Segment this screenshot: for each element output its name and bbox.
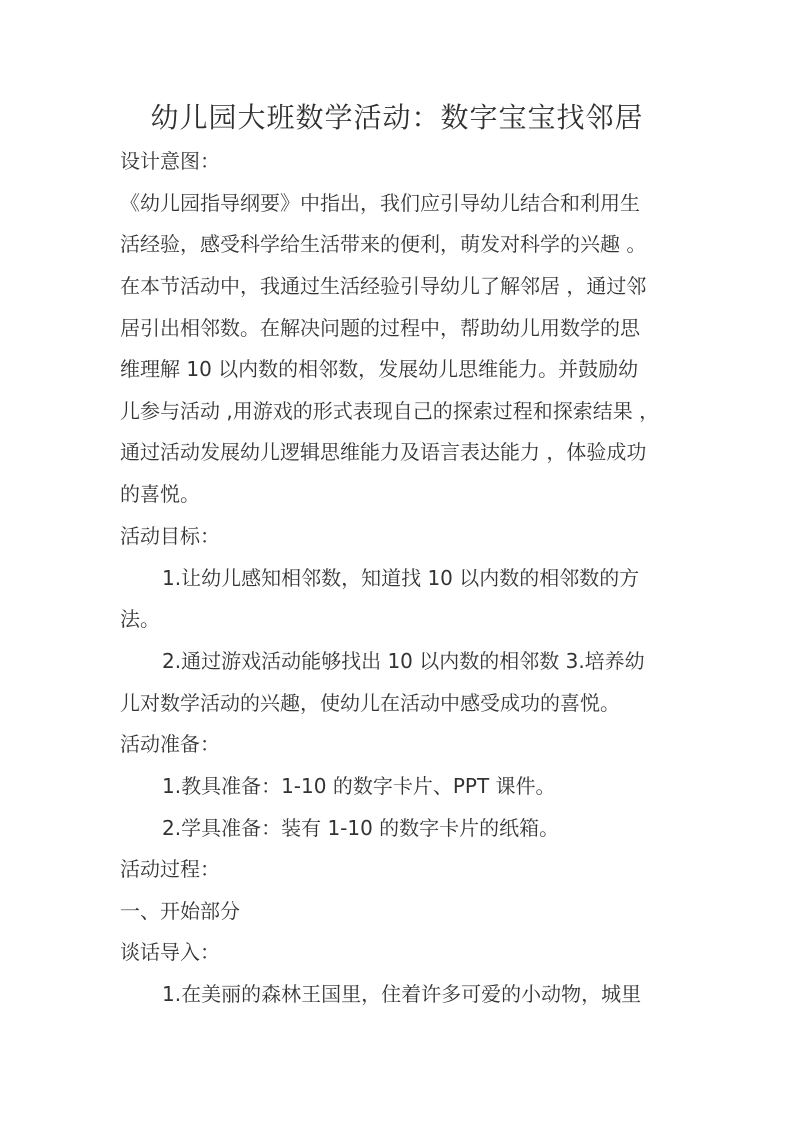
goal-item-2: 2.通过游戏活动能够找出 10 以内数的相邻数 3.培养幼 <box>162 649 645 673</box>
goals-heading: 活动目标： <box>120 524 220 548</box>
design-paragraph-line: 居引出相邻数。在解决问题的过程中，帮助幼儿用数学的思 <box>120 316 640 340</box>
talk-item-1: 1.在美丽的森林王国里，住着许多可爱的小动物，城里 <box>162 982 642 1006</box>
goal-item-1-continuation: 法。 <box>120 607 160 631</box>
design-paragraph-line: 维理解 10 以内数的相邻数，发展幼儿思维能力。并鼓励幼 <box>120 357 639 381</box>
goal-item-1: 1.让幼儿感知相邻数，知道找 10 以内数的相邻数的方 <box>162 566 640 590</box>
process-heading: 活动过程： <box>120 857 220 881</box>
design-heading: 设计意图： <box>120 149 220 173</box>
design-paragraph-line: 通过活动发展幼儿逻辑思维能力及语言表达能力 ，体验成功 <box>120 440 647 464</box>
goal-item-2-continuation: 儿对数学活动的兴趣，使幼儿在活动中感受成功的喜悦。 <box>120 691 620 715</box>
design-paragraph-line: 的喜悦。 <box>120 482 200 506</box>
prep-item-2: 2.学具准备：装有 1-10 的数字卡片的纸箱。 <box>162 816 560 840</box>
design-paragraph-line: 在本节活动中，我通过生活经验引导幼儿了解邻居 ，通过邻 <box>120 274 647 298</box>
design-paragraph-line: 儿参与活动 ,用游戏的形式表现自己的探索过程和探索结果 ， <box>120 399 660 423</box>
design-paragraph-line: 《幼儿园指导纲要》中指出，我们应引导幼儿结合和利用生 <box>120 191 640 215</box>
prep-heading: 活动准备： <box>120 732 220 756</box>
document-title: 幼儿园大班数学活动：数字宝宝找邻居 <box>150 101 644 134</box>
design-paragraph-line: 活经验，感受科学给生活带来的便利，萌发对科学的兴趣 。 <box>120 232 647 256</box>
prep-item-1: 1.教具准备：1-10 的数字卡片、PPT 课件。 <box>162 774 556 798</box>
part-1-heading: 一、开始部分 <box>120 899 240 923</box>
talk-heading: 谈话导入： <box>120 940 220 964</box>
